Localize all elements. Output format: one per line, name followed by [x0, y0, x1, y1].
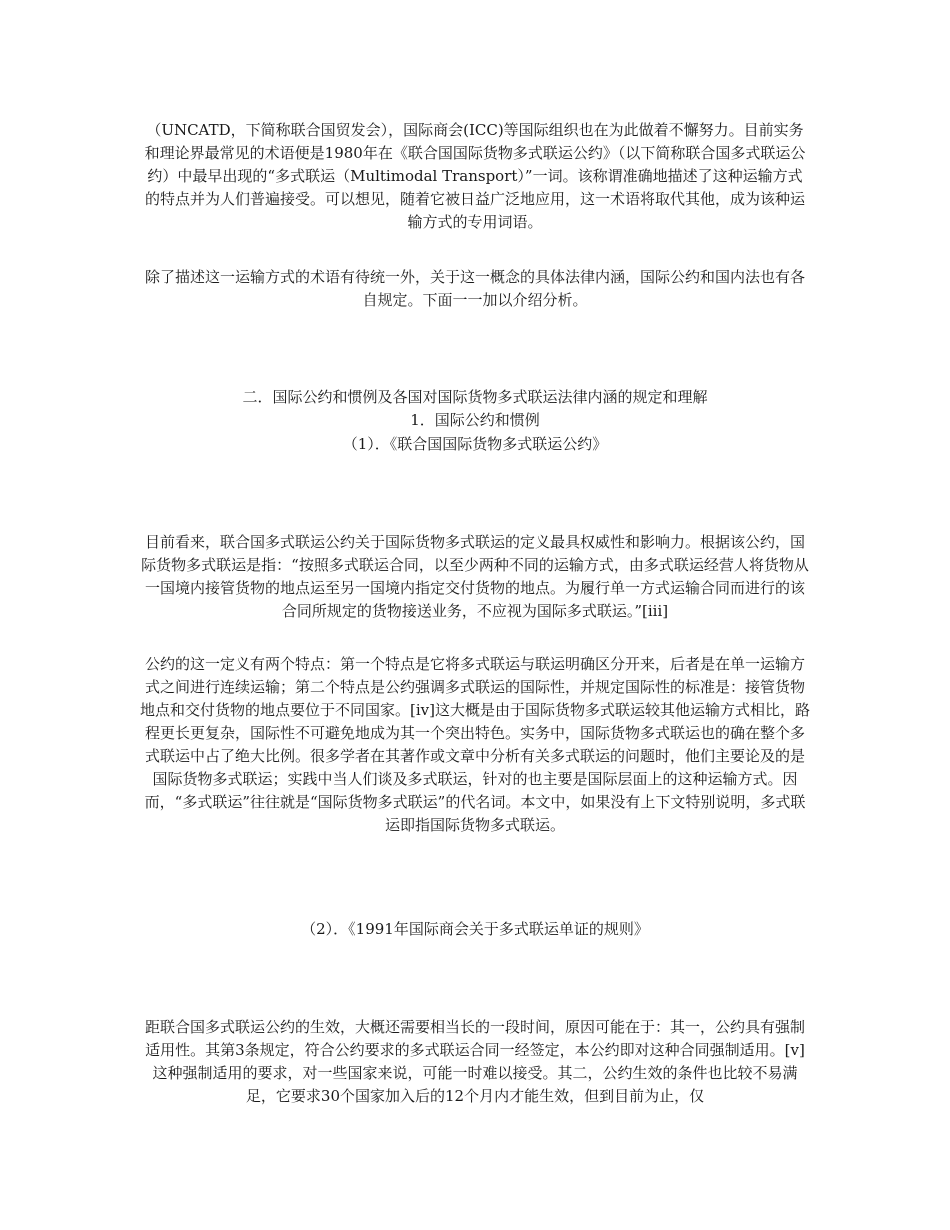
- intro-paragraph-2: 除了描述这一运输方式的术语有待统一外，关于这一概念的具体法律内涵，国际公约和国内法也有各自规定。下面一一加以介绍分析。: [144, 268, 805, 309]
- section-2-heading: 二．国际公约和惯例及各国对国际货物多式联运法律内涵的规定和理解: [242, 388, 708, 406]
- item-2-heading: （2）．《1991年国际商会关于多式联运单证的规则》: [301, 920, 649, 938]
- icc-rules-paragraph-1: 距联合国多式联运公约的生效，大概还需要相当长的一段时间，原因可能在于：其一，公约具有强制适用性。其第3条规定，符合公约要求的多式联运合同一经签定，本公约即对这种合同强制适用。[v] 这种强制适用的要求，对一些国家来说，可能一时难以接受。其二，公约生效的条件也比较不易满足，它要求30个国家加入后的12个月内才能生效，但到目前为止，仅: [144, 1018, 805, 1105]
- intro-paragraph-1: （UNCATD，下简称联合国贸发会），国际商会(ICC)等国际组织也在为此做着不懈努力。目前实务和理论界最常见的术语便是1980年在《联合国国际货物多式联运公约》（以下简称联合国多式联运公约）中最早出现的“多式联运（Multimodal Transport）”一词。该称谓准确地描述了这种运输方式的特点并为人们普遍接受。可以想见，随着它被日益广泛地应用，这一术语将取代其他，成为该种运输方式的专用词语。: [144, 121, 806, 231]
- un-convention-paragraph-2: 公约的这一定义有两个特点：第一个特点是它将多式联运与联运明确区分开来，后者是在单一运输方式之间进行连续运输；第二个特点是公约强调多式联运的国际性，并规定国际性的标准是：接管货物地点和交付货物的地点要位于不同国家。[iv]这大概是由于国际货物多式联运较其他运输方式相比，路程更长更复杂，国际性不可避免地成为其一个突出特色。实务中，国际货物多式联运也的确在整个多式联运中占了绝大比例。很多学者在其著作或文章中分析有关多式联运的问题时，他们主要论及的是国际货物多式联运；实践中当人们谈及多式联运，针对的也主要是国际层面上的这种运输方式。因而，“多式联运”往往就是“国际货物多式联运”的代名词。本文中，如果没有上下文特别说明，多式联运即指国际货物多式联运。: [140, 655, 810, 834]
- un-convention-paragraph-1: 目前看来，联合国多式联运公约关于国际货物多式联运的定义最具权威性和影响力。根据该公约，国际货物多式联运是指：“按照多式联运合同，以至少两种不同的运输方式，由多式联运经营人将货物从一国境内接管货物的地点运至另一国境内指定交付货物的地点。为履行单一方式运输合同而进行的该合同所规定的货物接送业务，不应视为国际多式联运。”[iii]: [141, 533, 809, 620]
- subsection-1-heading: 1．国际公约和惯例: [410, 411, 540, 429]
- item-1-heading: （1）．《联合国国际货物多式联运公约》: [342, 435, 608, 453]
